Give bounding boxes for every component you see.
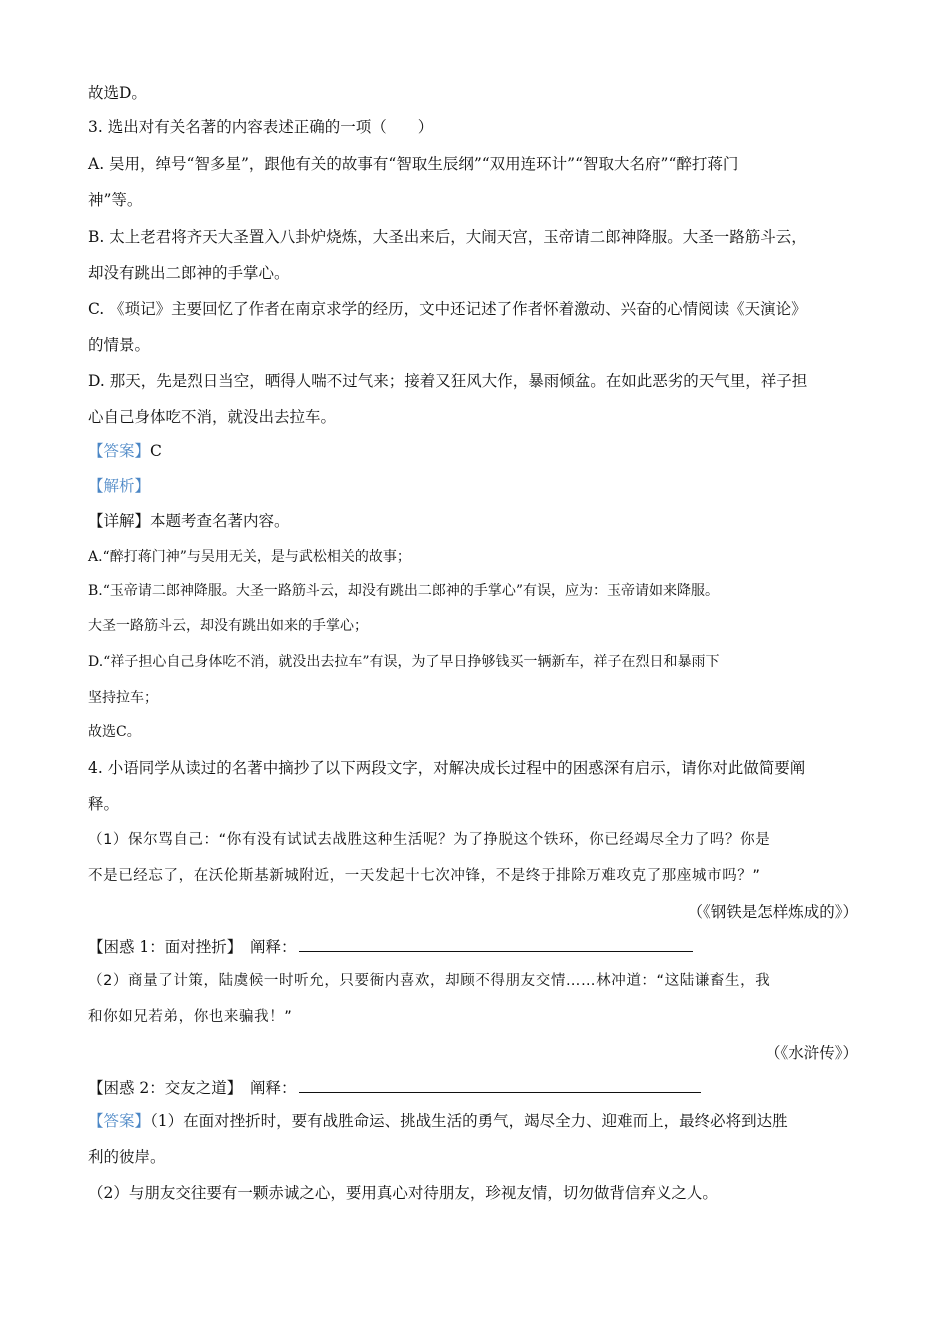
option-d-cont: 心自己身体吃不消，就没出去拉车。 bbox=[88, 408, 337, 426]
answer-4-line bbox=[88, 1110, 868, 1132]
question-3-stem: 3. 选出对有关名著的内容表述正确的一项（ ） bbox=[88, 118, 434, 136]
quote-2: （2）商量了计策，陆虞候一时听允，只要衙内喜欢，却顾不得朋友交情……林冲道：“这陆谦畜生，我 bbox=[88, 973, 771, 989]
conclusion: 故选C。 bbox=[88, 724, 141, 740]
option-c: C. 《琐记》主要回忆了作者在南京求学的经历，文中还记述了作者怀着激动、兴奋的心情阅读《天演论》 bbox=[88, 300, 807, 318]
quote-2-cont: 和你如兄若弟，你也来骗我！” bbox=[88, 1009, 293, 1025]
answer-value: C bbox=[150, 442, 162, 460]
detail-a: A.“醉打蒋门神”与吴用无关，是与武松相关的故事； bbox=[88, 549, 411, 565]
answer-4-part-1-cont: 利的彼岸。 bbox=[88, 1148, 166, 1166]
answer-line bbox=[88, 440, 868, 462]
quote-1-source: （《钢铁是怎样炼成的》） bbox=[687, 903, 858, 921]
confusion-2-line bbox=[88, 1076, 868, 1099]
option-b-cont: 却没有跳出二郎神的手掌心。 bbox=[88, 264, 290, 282]
confusion-1-label: 【困惑 1：面对挫折】 阐释： bbox=[88, 938, 297, 956]
option-a: A. 吴用，绰号“智多星”，跟他有关的故事有“智取生辰纲”“双用连环计”“智取大名府”“醉打蒋门 bbox=[88, 155, 739, 173]
detail-d: D.“祥子担心自己身体吃不消，就没出去拉车”有误，为了早日挣够钱买一辆新车，祥子在烈日和暴雨下 bbox=[88, 654, 720, 670]
question-4-stem-cont: 释。 bbox=[88, 795, 120, 813]
option-c-cont: 的情景。 bbox=[88, 336, 151, 354]
answer-4-tag: 【答案】 bbox=[88, 1112, 151, 1130]
analysis-tag: 【解析】 bbox=[88, 477, 151, 495]
detail-b-cont: 大圣一路筋斗云，却没有跳出如来的手掌心； bbox=[88, 618, 368, 634]
answer-tag: 【答案】 bbox=[88, 442, 151, 460]
confusion-2-label: 【困惑 2：交友之道】 阐释： bbox=[88, 1079, 297, 1097]
detail-b: B.“玉帝请二郎神降服。大圣一路筋斗云，却没有跳出二郎神的手掌心”有误，应为：玉帝请如来降服。 bbox=[88, 583, 720, 599]
answer-blank-1[interactable] bbox=[299, 935, 693, 952]
answer-blank-2[interactable] bbox=[299, 1076, 701, 1093]
quote-1: （1）保尔骂自己：“你有没有试试去战胜这种生活呢？为了挣脱这个铁环，你已经竭尽全力了吗？你是 bbox=[88, 832, 771, 848]
quote-2-source: （《水浒传》） bbox=[764, 1044, 858, 1062]
confusion-1-line bbox=[88, 935, 868, 958]
detail-d-cont: 坚持拉车； bbox=[88, 690, 158, 706]
option-d: D. 那天，先是烈日当空，晒得人喘不过气来；接着又狂风大作，暴雨倾盆。在如此恶劣的天气里，祥子担 bbox=[88, 372, 808, 390]
option-b: B. 太上老君将齐天大圣置入八卦炉烧炼，大圣出来后，大闹天宫，玉帝请二郎神降服。大圣一路筋斗云， bbox=[88, 228, 807, 246]
detail-heading: 【详解】本题考查名著内容。 bbox=[88, 512, 290, 530]
answer-4-part-2: （2）与朋友交往要有一颗赤诚之心，要用真心对待朋友，珍视友情，切勿做背信弃义之人。 bbox=[88, 1184, 718, 1202]
option-a-cont: 神”等。 bbox=[88, 191, 143, 209]
question-4-stem: 4. 小语同学从读过的名著中摘抄了以下两段文字，对解决成长过程中的困惑深有启示，请你对此做简要阐 bbox=[88, 759, 806, 777]
quote-1-cont: 不是已经忘了，在沃伦斯基新城附近，一天发起十七次冲锋，不是终于排除万难攻克了那座城市吗？” bbox=[88, 868, 761, 884]
answer-4-part-1: （1）在面对挫折时，要有战胜命运、挑战生活的勇气，竭尽全力、迎难而上，最终必将到达胜 bbox=[150, 1112, 788, 1130]
text-line: 故选D。 bbox=[88, 84, 147, 102]
